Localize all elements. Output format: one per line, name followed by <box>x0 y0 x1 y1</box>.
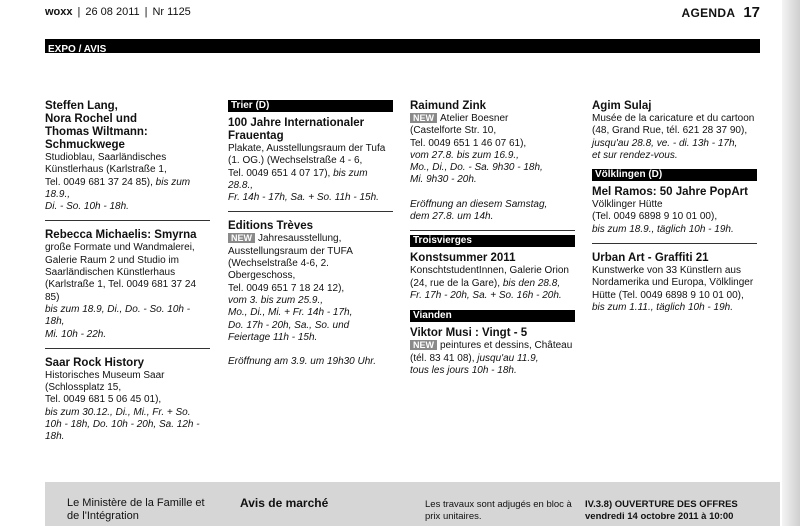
entry-title: Raimund Zink <box>410 100 487 112</box>
column-4 <box>592 100 757 314</box>
entry-phone: Tel. 0049 681 37 24 85), <box>45 176 153 188</box>
entry-text: Ausstellungsraum der TUFA <box>228 245 353 257</box>
section-bar-label: EXPO / AVIS <box>48 44 107 55</box>
entry-address: (24, rue de la Gare), <box>410 277 501 289</box>
ministry-line: Le Ministère de la Famille et <box>67 497 205 509</box>
entry-dates: vom 27.8. bis zum 16.9., <box>410 149 519 161</box>
page-edge-shadow <box>782 0 800 526</box>
entry-hours: Fr. 14h - 17h, Sa. + So. 11h - 15h. <box>228 192 379 204</box>
entry-dates: jusqu'au 11.9, <box>477 352 539 364</box>
entry-title: Agim Sulaj <box>592 100 652 112</box>
entry-phone: Tel. 0049 651 4 07 17), <box>228 167 331 179</box>
entry-title: Saar Rock History <box>45 356 145 369</box>
entry-hours: Mo., Di., Mi. + Fr. 14h - 17h, <box>228 307 353 319</box>
entry-title <box>228 117 393 143</box>
entry-opening: Eröffnung an diesem Samstag, <box>410 198 548 210</box>
listing-entry <box>592 252 757 314</box>
entry-title-line: Frauentag <box>228 130 284 142</box>
entry-dates: bis zum 18.9., <box>45 176 191 200</box>
place-header: Völklingen (D) <box>592 169 757 181</box>
listing-entry <box>410 100 575 223</box>
entry-hours: Di. - So. 10h - 18h. <box>45 201 129 213</box>
entry-opening: dem 27.8. um 14h. <box>410 211 494 223</box>
listing-entry <box>592 100 757 162</box>
entry-dates: jusqu'au 28.8, ve. - di. 13h - 17h, <box>592 137 738 149</box>
entry-dates: bis zum 28.8., <box>228 167 368 191</box>
issue-number: Nr 1125 <box>152 6 191 18</box>
entry-title: Editions Trèves <box>228 220 314 233</box>
entry-title: Mel Ramos: 50 Jahre PopArt <box>592 186 748 199</box>
entry-title <box>45 100 210 152</box>
new-badge: NEW <box>410 113 437 123</box>
spacer <box>592 162 757 169</box>
notice-title: Avis de marché <box>240 496 329 510</box>
entry-hours: Do. 17h - 20h, Sa., So. und <box>228 319 350 331</box>
header-meta: woxx | 26 08 2011 | Nr 1125 <box>45 6 191 18</box>
entry-text: (Schlossplatz 15, <box>45 382 122 394</box>
entry-hours: 10h - 18h, Do. 10h - 20h, Sa. 12h - 18h. <box>45 419 200 443</box>
notice-opening <box>585 499 738 523</box>
notice-line: vendredi 14 octobre 2011 à 10:00 <box>585 511 734 522</box>
new-badge: NEW <box>228 233 255 243</box>
entry-text: Hütte (Tel. 0049 6898 9 10 01 00), <box>592 289 744 301</box>
entry-dates: bis zum 30.12., Di., Mi., Fr. + So. <box>45 406 191 418</box>
entry-text: Saarländischen Künstlerhaus <box>45 267 176 279</box>
entry-dates: bis zum 18.9., täglich 10h - 19h. <box>592 223 734 235</box>
notice-line: IV.3.8) OUVERTURE DES OFFRES <box>585 499 738 510</box>
spacer <box>228 344 393 356</box>
entry-text <box>228 168 393 193</box>
notice-text <box>425 499 572 523</box>
entry-text: Galerie Raum 2 und Studio im <box>45 254 179 266</box>
entry-text <box>45 177 210 202</box>
ministry-name <box>67 497 205 523</box>
entry-title: Rebecca Michaelis: Smyrna <box>45 229 197 242</box>
entry-dates: bis zum 1.11., täglich 10h - 19h. <box>592 301 734 313</box>
entry-text: (Wechselstraße 4-6, 2. Obergeschoss, <box>228 258 329 282</box>
entry-hours: tous les jours 10h - 18h. <box>410 364 517 376</box>
entry-opening: Eröffnung am 3.9. um 19h30 Uhr. <box>228 356 377 368</box>
entry-text: (48, Grand Rue, tél. 621 28 37 90), <box>592 125 748 137</box>
listing-entry <box>45 229 210 340</box>
entry-text: (Castelforte Str. 10, <box>410 125 497 137</box>
entry-text: (1. OG.) (Wechselstraße 4 - 6, <box>228 155 363 167</box>
divider <box>592 243 757 244</box>
entry-text-inline: Jahresausstellung, <box>258 233 342 245</box>
entry-text: Tel. 0049 681 5 06 45 01), <box>45 394 162 406</box>
entry-phone: (tél. 83 41 08), <box>410 352 475 364</box>
entry-dates: bis zum 18.9, Di., Do. - So. 10h - 18h, <box>45 303 191 328</box>
section-title: AGENDA <box>681 6 736 20</box>
ministry-line: de l'Intégration <box>67 510 139 522</box>
entry-text: Kunstwerke von 33 Künstlern aus <box>592 265 741 277</box>
entry-text <box>410 340 575 352</box>
entry-text: Völklinger Hütte <box>592 199 663 211</box>
entry-title-line: 100 Jahre Internationaler <box>228 117 365 129</box>
entry-title-line: Nora Rochel und <box>45 113 138 125</box>
divider <box>228 211 393 212</box>
entry-title: Urban Art - Graffiti 21 <box>592 252 709 265</box>
entry-hours: Mo., Di., Do. - Sa. 9h30 - 18h, <box>410 162 543 174</box>
divider <box>410 230 575 231</box>
page-number: 17 <box>743 4 760 21</box>
entry-text <box>410 278 575 290</box>
entry-title-line: Steffen Lang, <box>45 100 118 112</box>
entry-hours: Mi. 10h - 22h. <box>45 328 107 340</box>
listing-entry <box>410 327 575 377</box>
issue-date: 26 08 2011 <box>85 6 140 18</box>
entry-text: Studioblau, Saarländisches <box>45 152 167 163</box>
spacer <box>410 187 575 199</box>
column-3 <box>410 100 575 377</box>
notice-line: Les travaux sont adjugés en bloc à <box>425 499 572 510</box>
entry-dates: vom 3. bis zum 25.9., <box>228 294 324 306</box>
listing-entry <box>592 186 757 236</box>
entry-hours: Mi. 9h30 - 20h. <box>410 174 477 186</box>
entry-text: (Tel. 0049 6898 9 10 01 00), <box>592 211 718 223</box>
entry-title: Viktor Musi : Vingt - 5 <box>410 327 528 340</box>
entry-dates: bis den 28.8, <box>502 277 561 289</box>
entry-title: Konstsummer 2011 <box>410 252 516 265</box>
column-2 <box>228 100 393 368</box>
listing-entry <box>228 220 393 368</box>
entry-text <box>410 113 575 125</box>
entry-text: Nordamerika und Europa, Völklinger <box>592 277 754 289</box>
entry-text-inline: Atelier Boesner <box>440 113 509 124</box>
entry-hours: Fr. 17h - 20h, Sa. + So. 16h - 20h. <box>410 289 562 301</box>
listing-entry <box>45 100 210 213</box>
divider <box>45 348 210 349</box>
notice-strip <box>45 482 780 526</box>
entry-text: Historisches Museum Saar <box>45 369 165 381</box>
brand-name: woxx <box>45 6 73 18</box>
entry-text: (Karlstraße 1, Tel. 0049 681 37 24 85) <box>45 279 197 303</box>
section-bar <box>45 39 760 53</box>
listing-entry <box>45 357 210 444</box>
entry-title-line: Schmuckwege <box>45 139 125 151</box>
divider <box>45 220 210 221</box>
new-badge: NEW <box>410 340 437 350</box>
entry-hours: et sur rendez-vous. <box>592 149 678 161</box>
header-section <box>682 4 761 21</box>
entry-text: Künstlerhaus (Karlstraße 1, <box>45 164 167 176</box>
entry-text: KonschtstudentInnen, Galerie Orion <box>410 265 569 277</box>
place-header: Trier (D) <box>228 100 393 112</box>
notice-line: prix unitaires. <box>425 511 482 522</box>
entry-text: große Formate und Wandmalerei, <box>45 242 195 254</box>
entry-text <box>228 233 393 245</box>
listing-entry <box>410 252 575 302</box>
entry-text: Tel. 0049 651 1 46 07 61), <box>410 137 527 149</box>
entry-text: Plakate, Ausstellungsraum der Tufa <box>228 143 386 154</box>
entry-hours: Feiertage 11h - 15h. <box>228 331 318 343</box>
listing-entry <box>228 117 393 204</box>
entry-text: Musée de la caricature et du cartoon <box>592 113 755 124</box>
place-header: Vianden <box>410 310 575 322</box>
entry-text <box>410 353 575 365</box>
entry-title-line: Thomas Wiltmann: <box>45 126 148 138</box>
place-header: Troisvierges <box>410 235 575 247</box>
spacer <box>410 302 575 310</box>
entry-text: Tel. 0049 651 7 18 24 12), <box>228 282 345 294</box>
page-header <box>45 4 760 20</box>
entry-text-inline: peintures et dessins, Château <box>440 340 573 352</box>
column-1 <box>45 100 210 444</box>
